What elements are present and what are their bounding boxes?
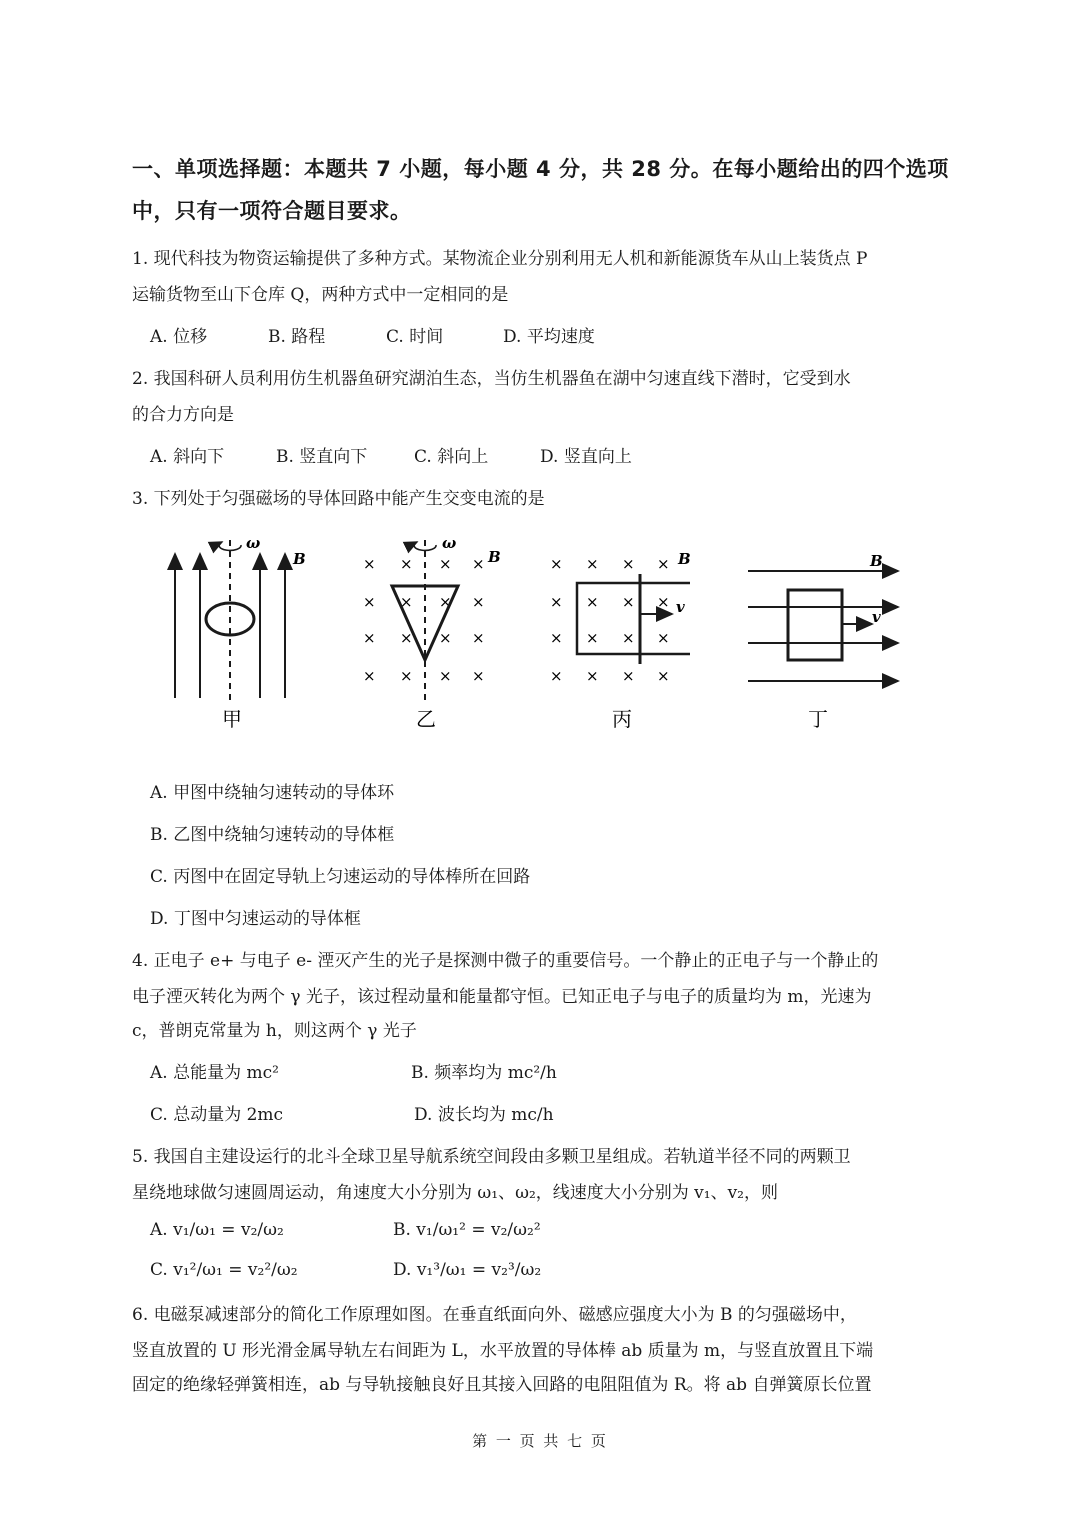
cross-mark: × (622, 555, 635, 573)
q3-option-c: C. 丙图中在固定导轨上匀速运动的导体棒所在回路 (150, 867, 531, 887)
cross-mark: × (400, 629, 413, 647)
figure-label-jia: 甲 (222, 707, 242, 731)
cross-mark: × (550, 593, 563, 611)
cross-mark: × (472, 667, 485, 685)
cross-mark: × (439, 555, 452, 573)
q2-option-d: D. 竖直向上 (540, 447, 632, 467)
q1-line1: 1. 现代科技为物资运输提供了多种方式。某物流企业分别利用无人机和新能源货车从山上装货点 P (132, 249, 868, 269)
cross-mark: × (657, 555, 670, 573)
cross-mark: × (550, 555, 563, 573)
q5-option-c: C. v₁²/ω₁ = v₂²/ω₂ (150, 1260, 298, 1280)
cross-mark: × (400, 555, 413, 573)
q3-option-d: D. 丁图中匀速运动的导体框 (150, 909, 361, 929)
cross-mark: × (439, 593, 452, 611)
q2-option-c: C. 斜向上 (414, 447, 489, 467)
cross-mark: × (363, 629, 376, 647)
cross-mark: × (439, 629, 452, 647)
q5-line1: 5. 我国自主建设运行的北斗全球卫星导航系统空间段由多颗卫星组成。若轨道半径不同的两颗卫 (132, 1147, 851, 1167)
cross-mark: × (622, 593, 635, 611)
q4-option-d: D. 波长均为 mc/h (414, 1105, 554, 1125)
cross-mark: × (400, 667, 413, 685)
q6-line3: 固定的绝缘轻弹簧相连，ab 与导轨接触良好且其接入回路的电阻阻值为 R。将 ab 自弹簧原长位置 (132, 1375, 872, 1395)
q4-option-b: B. 频率均为 mc²/h (411, 1063, 557, 1083)
cross-mark: × (657, 667, 670, 685)
q2-line2: 的合力方向是 (132, 405, 234, 425)
cross-mark: × (586, 593, 599, 611)
cross-mark: × (363, 555, 376, 573)
page-footer: 第 一 页 共 七 页 (472, 1432, 608, 1450)
cross-mark: × (622, 629, 635, 647)
yi-b-label: B (488, 548, 501, 566)
bing-b-label: B (678, 550, 691, 568)
cross-mark: × (363, 667, 376, 685)
figure-bing (550, 550, 691, 731)
cross-mark: × (472, 555, 485, 573)
q4-line1: 4. 正电子 e+ 与电子 e- 湮灭产生的光子是探测中微子的重要信号。一个静止的正电子与一个静止的 (132, 951, 879, 971)
q1-option-a: A. 位移 (150, 327, 208, 347)
cross-mark: × (550, 629, 563, 647)
q4-option-c: C. 总动量为 2mc (150, 1105, 284, 1125)
q5-line2: 星绕地球做匀速圆周运动，角速度大小分别为 ω₁、ω₂，线速度大小分别为 v₁、v₂，则 (132, 1183, 778, 1203)
cross-mark: × (586, 629, 599, 647)
figure-label-bing: 丙 (612, 707, 632, 731)
jia-omega-label: ω (246, 534, 261, 552)
jia-b-label: B (293, 550, 306, 568)
q5-option-d: D. v₁³/ω₁ = v₂³/ω₂ (393, 1260, 542, 1280)
cross-mark: × (550, 667, 563, 685)
figure-ding (748, 552, 898, 731)
q1-option-c: C. 时间 (386, 327, 444, 347)
q3-option-b: B. 乙图中绕轴匀速转动的导体框 (150, 825, 395, 845)
cross-mark: × (586, 555, 599, 573)
q5-option-b: B. v₁/ω₁² = v₂/ω₂² (393, 1220, 541, 1240)
q2-option-b: B. 竖直向下 (276, 447, 368, 467)
q4-option-a: A. 总能量为 mc² (150, 1063, 279, 1083)
cross-mark: × (657, 629, 670, 647)
q3-option-a: A. 甲图中绕轴匀速转动的导体环 (150, 783, 395, 803)
q3-figure (150, 528, 910, 738)
q4-line3: c，普朗克常量为 h，则这两个 γ 光子 (132, 1021, 417, 1041)
cross-mark: × (586, 667, 599, 685)
q1-option-b: B. 路程 (268, 327, 326, 347)
figure-jia (175, 534, 306, 731)
q2-option-a: A. 斜向下 (150, 447, 225, 467)
section-title: 一、单项选择题：本题共 7 小题，每小题 4 分，共 28 分。在每小题给出的四个选项中，只有一项符合题目要求。 (132, 157, 949, 223)
q4-line2: 电子湮灭转化为两个 γ 光子，该过程动量和能量都守恒。已知正电子与电子的质量均为 m，光速为 (132, 987, 872, 1007)
ding-b-label: B (870, 552, 883, 570)
figure-yi (363, 534, 501, 731)
cross-mark: × (439, 667, 452, 685)
bing-v-label: v (676, 598, 685, 616)
cross-mark: × (657, 593, 670, 611)
q6-line2: 竖直放置的 U 形光滑金属导轨左右间距为 L，水平放置的导体棒 ab 质量为 m，与竖直放置且下端 (132, 1341, 874, 1361)
q1-option-d: D. 平均速度 (503, 327, 595, 347)
figure-label-yi: 乙 (416, 707, 436, 731)
ding-v-label: v (872, 608, 881, 626)
cross-mark: × (622, 667, 635, 685)
cross-mark: × (472, 593, 485, 611)
q2-line1: 2. 我国科研人员利用仿生机器鱼研究湖泊生态，当仿生机器鱼在湖中匀速直线下潜时，它受到水 (132, 369, 851, 389)
q3-line1: 3. 下列处于匀强磁场的导体回路中能产生交变电流的是 (132, 489, 545, 509)
cross-mark: × (363, 593, 376, 611)
q5-option-a: A. v₁/ω₁ = v₂/ω₂ (150, 1220, 284, 1240)
cross-mark: × (472, 629, 485, 647)
q1-line2: 运输货物至山下仓库 Q，两种方式中一定相同的是 (132, 285, 509, 305)
yi-omega-label: ω (442, 534, 457, 552)
q6-line1: 6. 电磁泵减速部分的简化工作原理如图。在垂直纸面向外、磁感应强度大小为 B 的匀强磁场中， (132, 1305, 857, 1325)
cross-mark: × (400, 593, 413, 611)
figure-label-ding: 丁 (808, 707, 828, 731)
